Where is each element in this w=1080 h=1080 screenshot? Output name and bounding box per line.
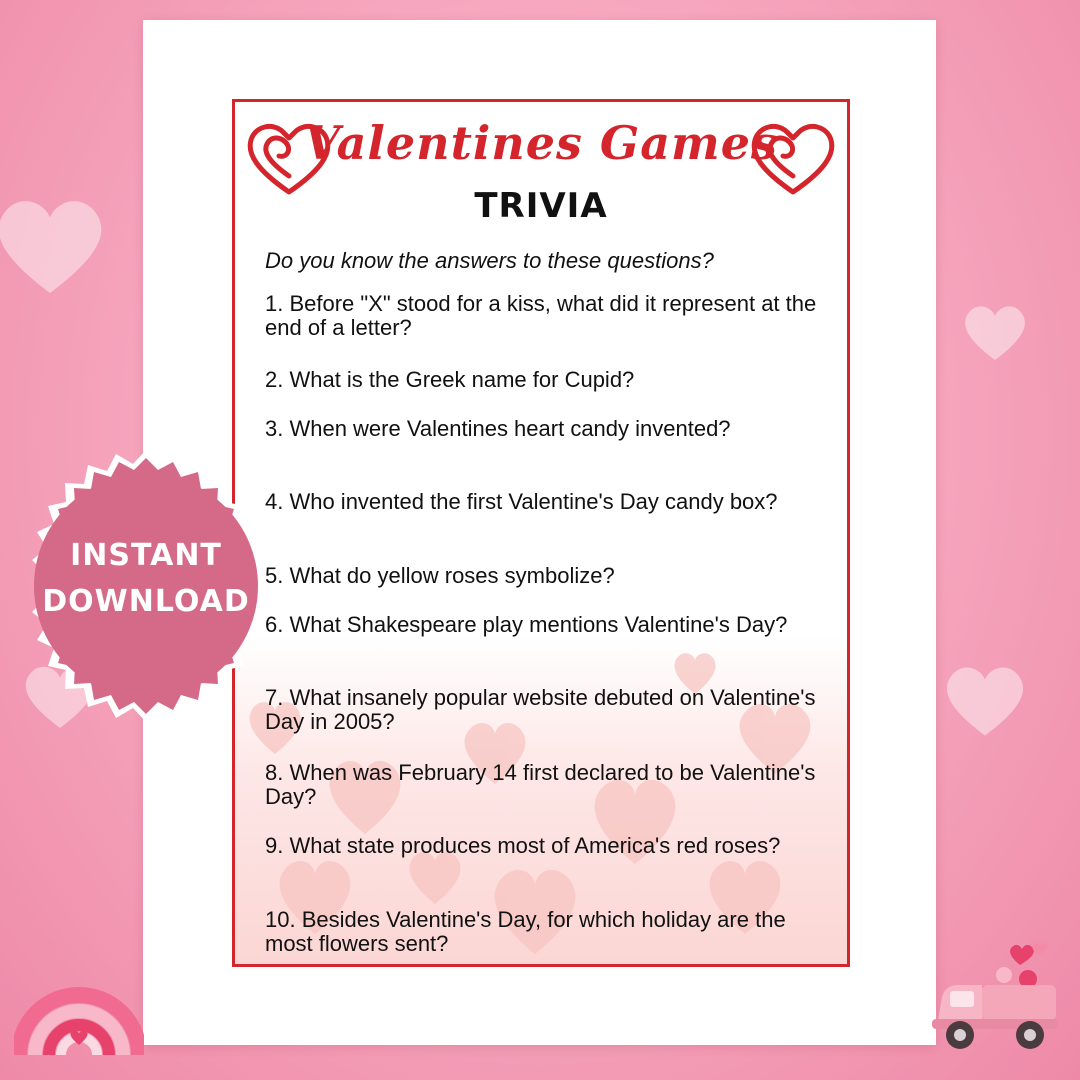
rainbow-icon bbox=[14, 945, 144, 1055]
badge-line-2: DOWNLOAD bbox=[42, 584, 250, 619]
intro-text: Do you know the answers to these questions? bbox=[265, 248, 714, 273]
page-title: Valentines Games bbox=[304, 116, 778, 170]
question-item: 6. What Shakespeare play mentions Valentine's Day? bbox=[265, 612, 788, 637]
question-item: 4. Who invented the first Valentine's Day candy box? bbox=[265, 489, 778, 514]
question-item: 2. What is the Greek name for Cupid? bbox=[265, 367, 635, 392]
question-item: 9. What state produces most of America's red roses? bbox=[265, 833, 781, 858]
question-item: 8. When was February 14 first declared to be Valentine's Day? bbox=[265, 760, 816, 809]
question-item: 1. Before "X" stood for a kiss, what did it represent at the end of a letter? bbox=[265, 291, 817, 340]
badge-line-1: INSTANT bbox=[70, 538, 222, 573]
worksheet-frame bbox=[232, 99, 850, 967]
question-item: 5. What do yellow roses symbolize? bbox=[265, 563, 615, 588]
question-item: 3. When were Valentines heart candy invented? bbox=[265, 416, 731, 441]
instant-download-badge bbox=[10, 450, 282, 722]
background-heart-icon bbox=[0, 190, 110, 300]
question-item: 7. What insanely popular website debuted on Valentine's Day in 2005? bbox=[265, 685, 816, 734]
background-heart-icon bbox=[940, 660, 1030, 740]
question-item: 10. Besides Valentine's Day, for which holiday are the most flowers sent? bbox=[265, 907, 786, 956]
background-heart-icon bbox=[960, 300, 1030, 364]
valentine-truck-icon bbox=[920, 935, 1060, 1060]
page-subtitle: TRIVIA bbox=[474, 186, 608, 226]
